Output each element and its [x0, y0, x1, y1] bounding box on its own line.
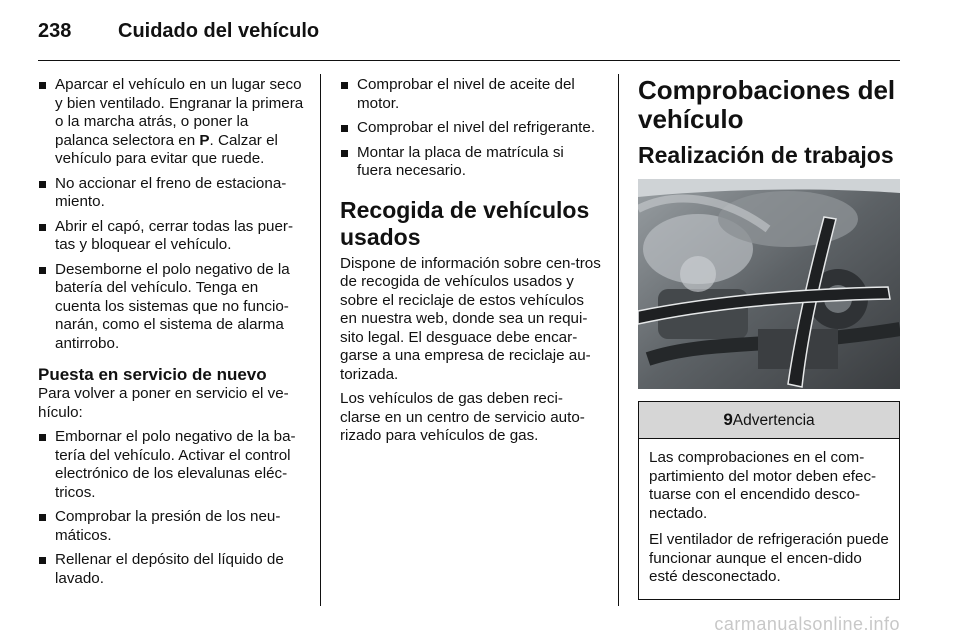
- column-3: [638, 76, 900, 600]
- list-item: Embornar el polo negativo de la ba-tería del vehículo. Activar el control electrónico de los elevalunas eléc-tricos.: [38, 428, 304, 502]
- recycling-paragraph-1: Dispone de información sobre cen-tros de recogida de vehículos usados y sobre el reciclaje de estos vehículos en nuestra web, donde sea un requi-sito legal. El desguace debe encar-garse a una empresa de reciclaje au-torizada.: [340, 254, 601, 383]
- list-item: No accionar el freno de estaciona-miento.: [38, 175, 304, 212]
- chapter-title: Cuidado del vehículo: [118, 20, 320, 42]
- column-2: [340, 76, 602, 452]
- warning-paragraph-2: El ventilador de refrigeración puede funcionar aunque el encen-dido esté desconectado.: [649, 531, 889, 585]
- list-item: Comprobar la presión de los neu-máticos.: [38, 508, 304, 545]
- warning-icon: 9: [723, 410, 733, 429]
- list-item: Comprobar el nivel de aceite del motor.: [340, 76, 602, 113]
- list-item: Montar la placa de matrícula si fuera necesario.: [340, 144, 602, 181]
- warning-header: [639, 402, 899, 439]
- section-title-checks: Comprobaciones del vehículo: [638, 75, 896, 134]
- header-rule: [38, 60, 900, 61]
- subheading-recommission: Puesta en servicio de nuevo: [38, 365, 267, 384]
- check-steps-list: [340, 76, 602, 181]
- page-number: 238: [38, 20, 72, 42]
- storage-steps-list: [38, 76, 304, 353]
- section-heading-recycling: Recogida de vehículos usados: [340, 196, 590, 250]
- watermark: carmanualsonline.info: [714, 614, 900, 634]
- page-header: [38, 14, 900, 50]
- list-item: Desemborne el polo negativo de la batería del vehículo. Tenga en cuenta los sistemas que no funcio-narán, como el sistema de alarma antirrobo.: [38, 261, 304, 354]
- column-divider-2: [618, 74, 619, 606]
- list-item: Abrir el capó, cerrar todas las puer-tas y bloquear el vehículo.: [38, 218, 304, 255]
- column-divider-1: [320, 74, 321, 606]
- warning-box: [638, 401, 900, 600]
- warning-title: Advertencia: [732, 412, 815, 429]
- subsection-title-works: Realización de trabajos: [638, 142, 894, 168]
- engine-bay-photo: [638, 179, 900, 389]
- list-item: Aparcar el vehículo en un lugar seco y bien ventilado. Engranar la primera o la marcha atrás, o poner la palanca selectora en P. Calzar el vehículo para evitar que ruede.: [38, 76, 304, 169]
- engine-bay-illustration: [638, 179, 900, 389]
- list-item: Comprobar el nivel del refrigerante.: [340, 119, 602, 138]
- recommission-intro: Para volver a poner en servicio el ve-hículo:: [38, 385, 289, 421]
- recommission-steps-list: [38, 428, 304, 588]
- list-item: Rellenar el depósito del líquido de lavado.: [38, 551, 304, 588]
- recycling-paragraph-2: Los vehículos de gas deben reci-clarse en un centro de servicio auto-rizado para vehículos de gas.: [340, 390, 585, 444]
- column-1: [38, 76, 304, 594]
- warning-body: [639, 439, 899, 599]
- warning-paragraph-1: Las comprobaciones en el com-partimiento del motor deben efec-tuarse con el encendido desco-nectado.: [649, 449, 877, 522]
